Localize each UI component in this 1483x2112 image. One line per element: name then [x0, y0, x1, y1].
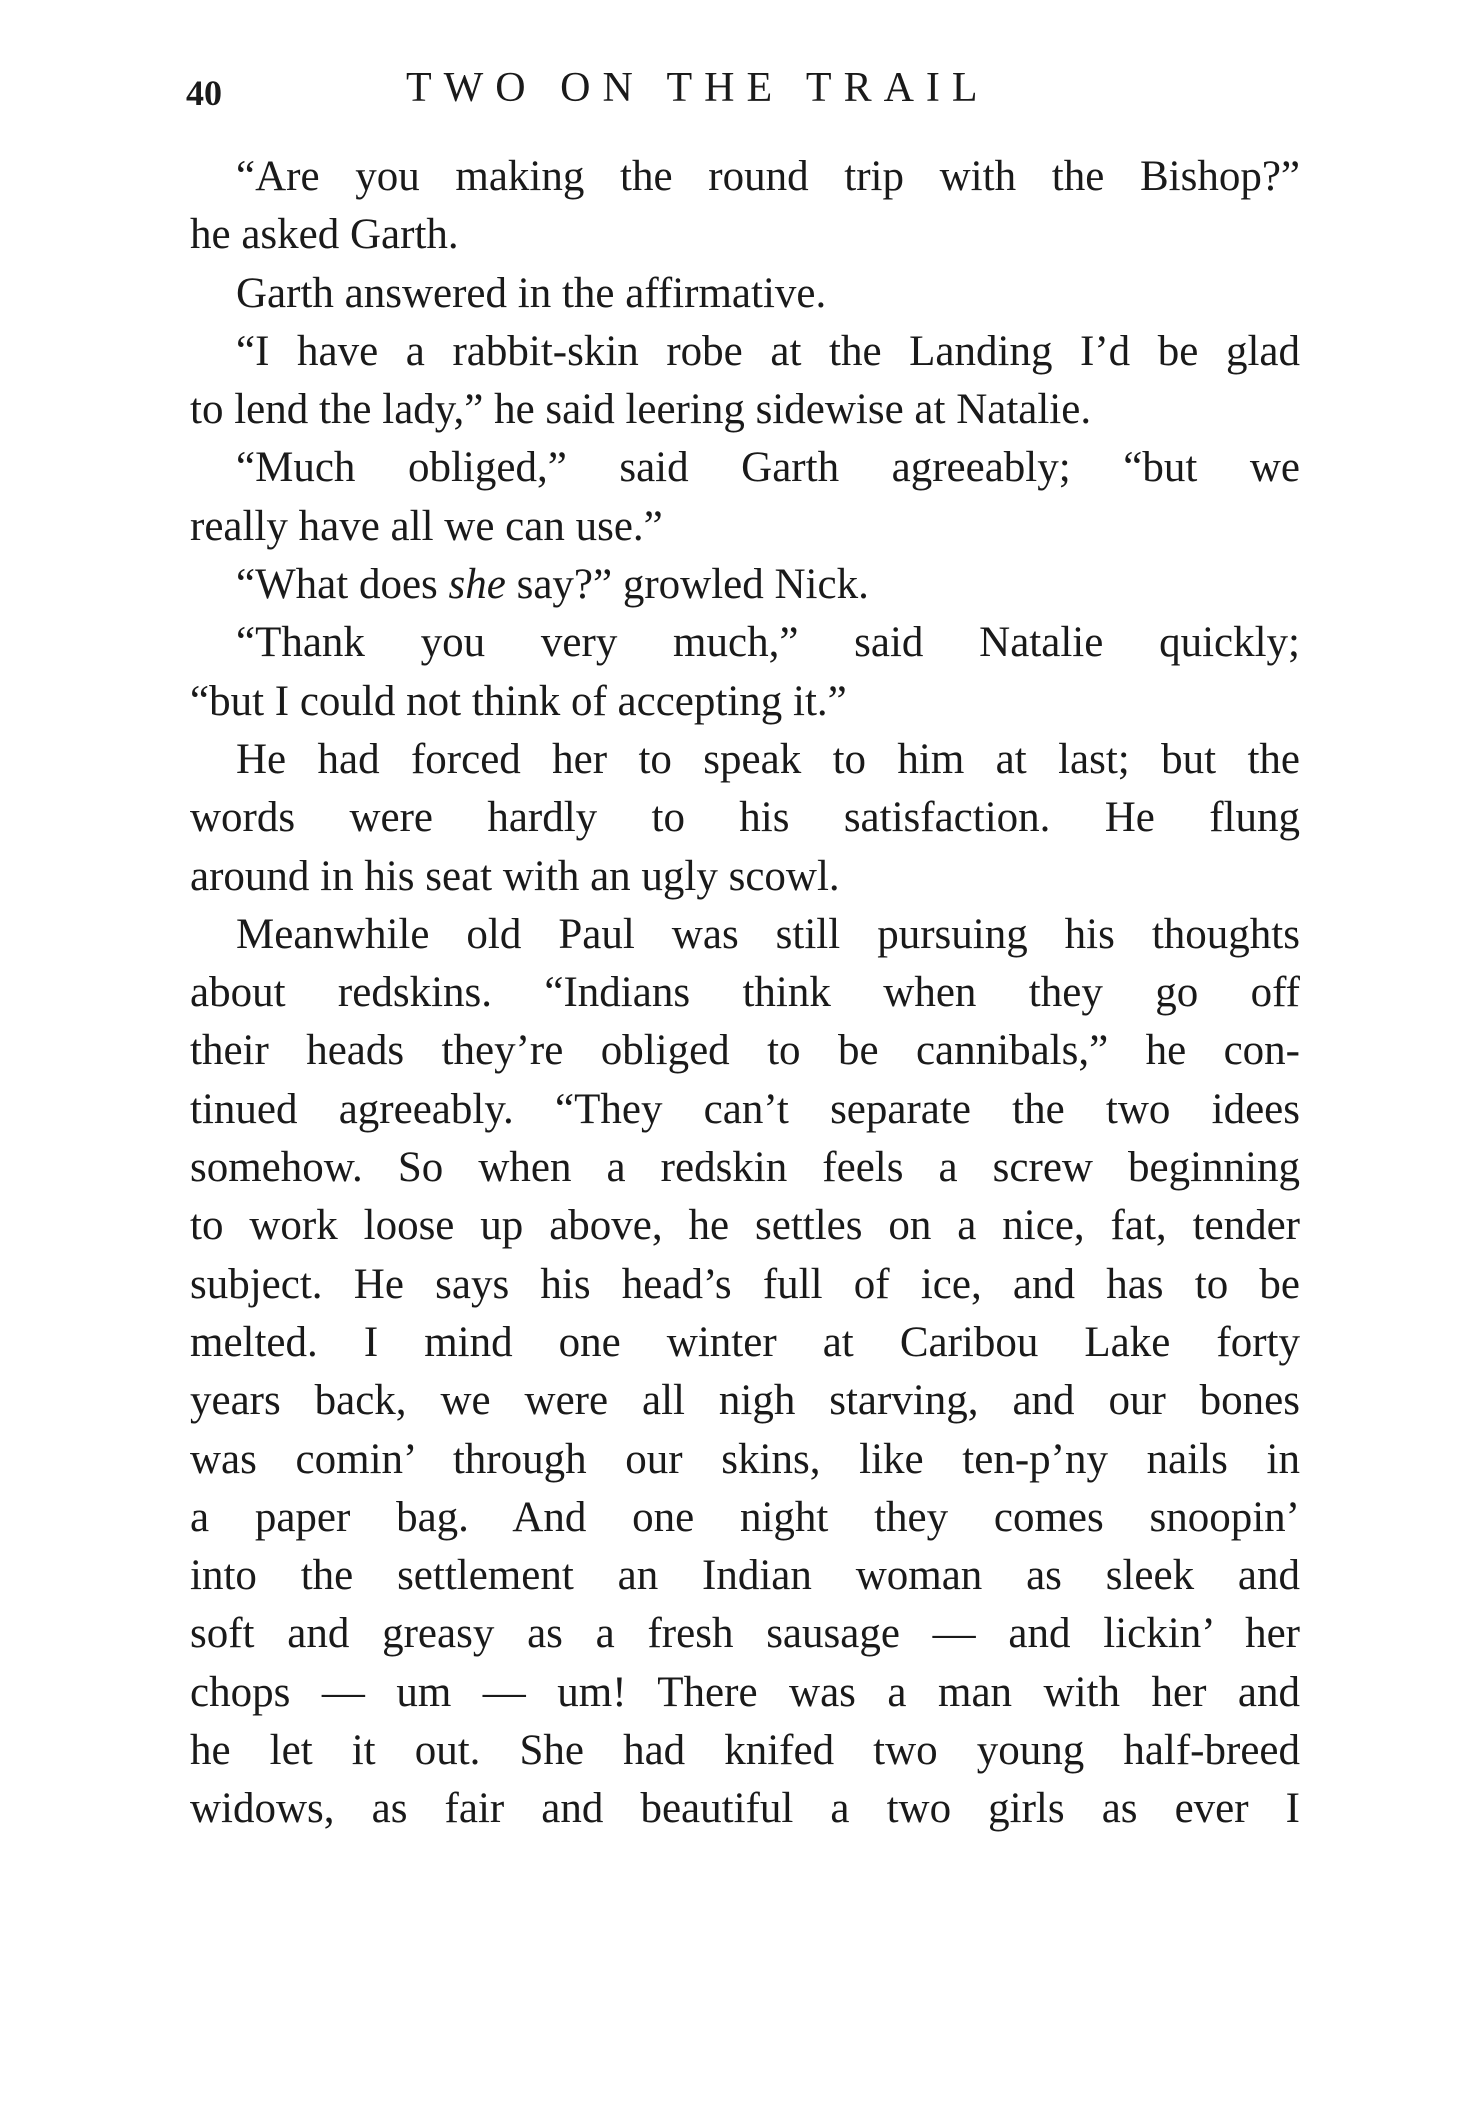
text-line: widows, as fair and beautiful a two girls as ever I [190, 1785, 1300, 1833]
text-line: somehow. So when a redskin feels a screw beginning [190, 1144, 1300, 1192]
text-segment: “What does [236, 561, 449, 609]
body-text [190, 148, 1300, 1839]
text-line: “but I could not think of accepting it.” [190, 677, 847, 725]
text-line: words were hardly to his satisfaction. He flung [190, 794, 1300, 842]
text-line: really have all we can use.” [190, 502, 663, 550]
text-line: to work loose up above, he settles on a nice, fat, tender [190, 1202, 1300, 1250]
text-line: melted. I mind one winter at Caribou Lake forty [190, 1318, 1300, 1366]
text-line: a paper bag. And one night they comes snoopin’ [190, 1493, 1300, 1541]
running-head [186, 64, 1296, 120]
text-line: was comin’ through our skins, like ten-p’ny nails in [190, 1435, 1300, 1483]
text-line: soft and greasy as a fresh sausage — and lickin’ her [190, 1610, 1300, 1658]
text-line: Garth answered in the affirmative. [236, 269, 827, 317]
text-segment: say?” growled Nick. [505, 561, 869, 609]
text-line: He had forced her to speak to him at last; but the [236, 735, 1300, 783]
text-line: tinued agreeably. “They can’t separate the two idees [190, 1085, 1300, 1133]
text-line: years back, we were all nigh starving, and our bones [190, 1377, 1300, 1425]
text-line: he asked Garth. [190, 211, 459, 259]
italic-word: she [448, 561, 506, 609]
text-line [190, 556, 1300, 614]
text-line: to lend the lady,” he said leering sidewise at Natalie. [190, 386, 1092, 434]
text-line: subject. He says his head’s full of ice, and has to be [190, 1260, 1300, 1308]
text-line: “Thank you very much,” said Natalie quickly; [236, 619, 1300, 667]
text-line: around in his seat with an ugly scowl. [190, 852, 840, 900]
text-line: he let it out. She had knifed two young half-breed [190, 1727, 1300, 1775]
text-line: their heads they’re obliged to be cannibals,” he con- [190, 1027, 1300, 1075]
text-line: Meanwhile old Paul was still pursuing his thoughts [236, 910, 1300, 958]
text-line: “Are you making the round trip with the Bishop?” [236, 153, 1300, 200]
running-title: TWO ON THE TRAIL [406, 65, 990, 111]
page-number: 40 [186, 73, 222, 113]
text-line: about redskins. “Indians think when they go off [190, 969, 1300, 1017]
text-line: into the settlement an Indian woman as sleek and [190, 1552, 1300, 1600]
text-line: chops — um — um! There was a man with her and [190, 1668, 1300, 1716]
text-line: “Much obliged,” said Garth agreeably; “but we [236, 444, 1300, 492]
text-line: “I have a rabbit-skin robe at the Landing I’d be glad [236, 327, 1300, 375]
